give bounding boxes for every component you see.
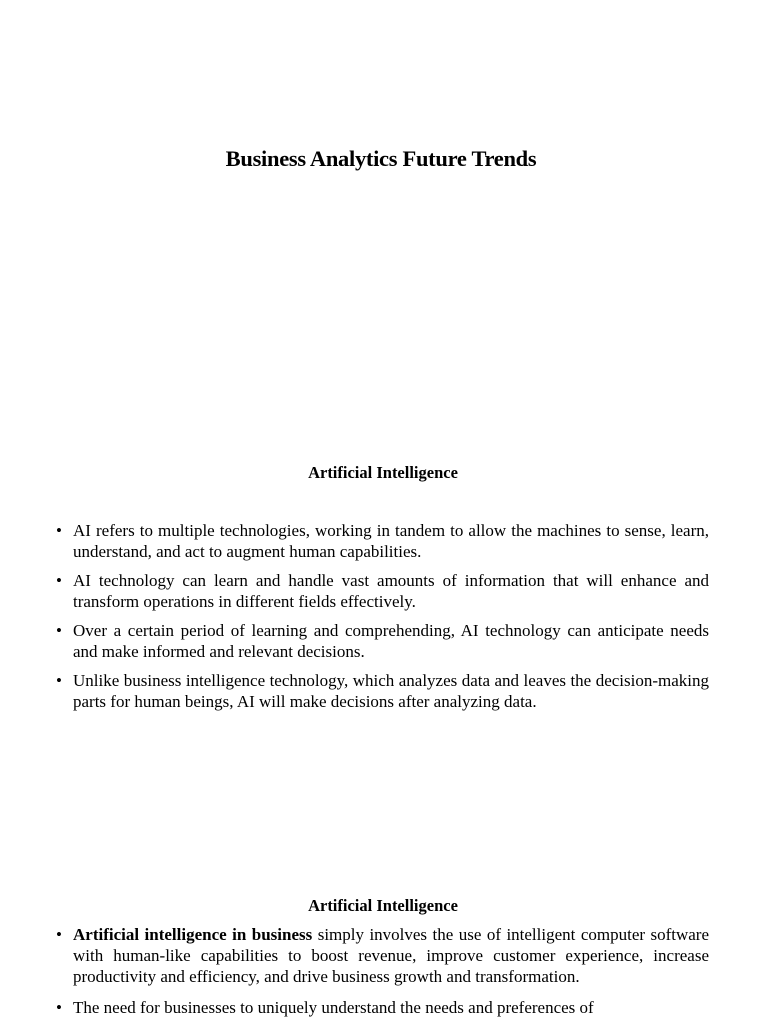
bullet-icon: • (56, 521, 62, 540)
bullet-item (54, 670, 709, 712)
bullet-icon: • (56, 671, 62, 690)
bullet-icon: • (56, 998, 62, 1017)
section-heading: Artificial Intelligence (308, 896, 458, 915)
bullet-item (54, 620, 709, 662)
bullet-text: Unlike business intelligence technology, which analyzes data and leaves the decision-making parts for human beings, AI will make decisions after analyzing data. (73, 671, 709, 711)
page-title: Business Analytics Future Trends (225, 146, 537, 171)
bullet-item (54, 520, 709, 562)
bullet-icon: • (56, 621, 62, 640)
section-heading: Artificial Intelligence (308, 463, 458, 482)
bullet-text: simply involves the use of intelligent computer software with human-like capabilities to boost revenue, improve customer experience, increase productivity and efficiency, and drive business growth and transformation. (73, 925, 710, 986)
bullet-list (54, 520, 709, 720)
bullet-text: AI technology can learn and handle vast amounts of information that will enhance and transform operations in different fields effectively. (73, 571, 709, 611)
bullet-text: Over a certain period of learning and comprehending, AI technology can anticipate needs and make informed and relevant decisions. (73, 621, 709, 661)
bullet-text: AI refers to multiple technologies, working in tandem to allow the machines to sense, learn, understand, and act to augment human capabilities. (73, 521, 709, 561)
bullet-text: The need for businesses to uniquely understand the needs and preferences of (73, 998, 594, 1017)
bullet-list (54, 924, 709, 1024)
bullet-item (54, 570, 709, 612)
bullet-icon: • (56, 571, 62, 590)
bullet-icon: • (56, 925, 62, 944)
bullet-bold-lead: Artificial intelligence in business (73, 925, 313, 944)
bullet-item (54, 924, 709, 987)
bullet-item (54, 997, 709, 1018)
